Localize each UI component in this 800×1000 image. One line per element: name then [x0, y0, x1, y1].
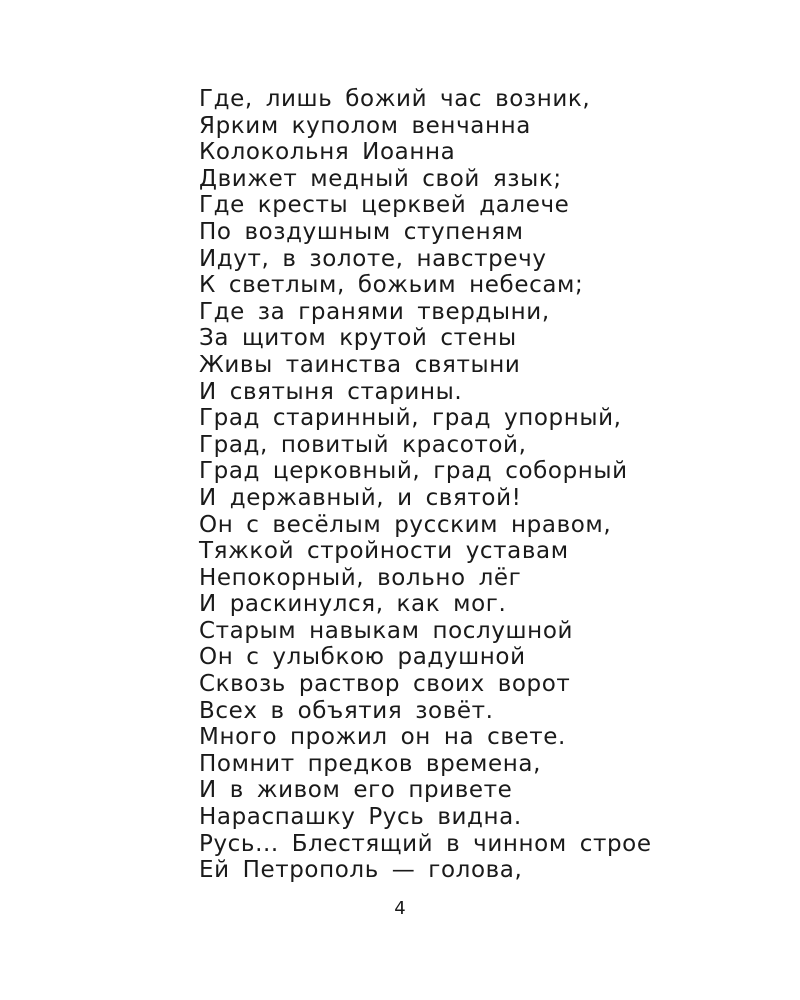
- poem-line: Ярким куполом венчанна: [199, 112, 531, 139]
- poem-line: Град, повитый красотой,: [199, 431, 527, 458]
- poem-line: И святыня старины.: [199, 378, 463, 405]
- poem-line: Ей Петрополь — голова,: [199, 857, 523, 884]
- poem-line: Непокорный, вольно лёг: [199, 564, 522, 591]
- poem-line: Много прожил он на свете.: [199, 724, 566, 751]
- poem-line: Русь... Блестящий в чинном строе: [199, 830, 652, 857]
- poem-line: Нараспашку Русь видна.: [199, 804, 522, 831]
- poem-line: Тяжкой стройности уставам: [199, 538, 569, 565]
- poem-line: За щитом крутой стены: [199, 325, 517, 352]
- poem-line: Где кресты церквей далече: [199, 192, 570, 219]
- poem-line: Град церковный, град соборный: [199, 458, 628, 485]
- poem-text: [199, 86, 652, 884]
- poem-line: Всех в объятия зовёт.: [199, 697, 494, 724]
- poem-line: Живы таинства святыни: [199, 351, 521, 378]
- poem-line: Он с улыбкою радушной: [199, 644, 526, 671]
- poem-line: Сквозь раствор своих ворот: [199, 671, 571, 698]
- poem-line: И раскинулся, как мог.: [199, 591, 507, 618]
- poem-line: Где, лишь божий час возник,: [199, 86, 591, 112]
- poem-line: Помнит предков времена,: [199, 750, 541, 777]
- poem-line: Движет медный свой язык;: [199, 165, 562, 192]
- poem-line: И в живом его привете: [199, 777, 513, 804]
- poem-line: Колокольня Иоанна: [199, 139, 456, 166]
- poem-line: Идут, в золоте, навстречу: [199, 245, 547, 272]
- poem-line: Град старинный, град упорный,: [199, 405, 622, 432]
- poem-line: По воздушным ступеням: [199, 218, 524, 245]
- poem-line: К светлым, божьим небесам;: [199, 272, 584, 299]
- poem-line: И державный, и святой!: [199, 484, 522, 511]
- page-number: 4: [394, 898, 406, 919]
- poem-line: Он с весёлым русским нравом,: [199, 511, 612, 538]
- poem-line: Где за гранями твердыни,: [199, 298, 550, 325]
- poem-line: Старым навыкам послушной: [199, 617, 574, 644]
